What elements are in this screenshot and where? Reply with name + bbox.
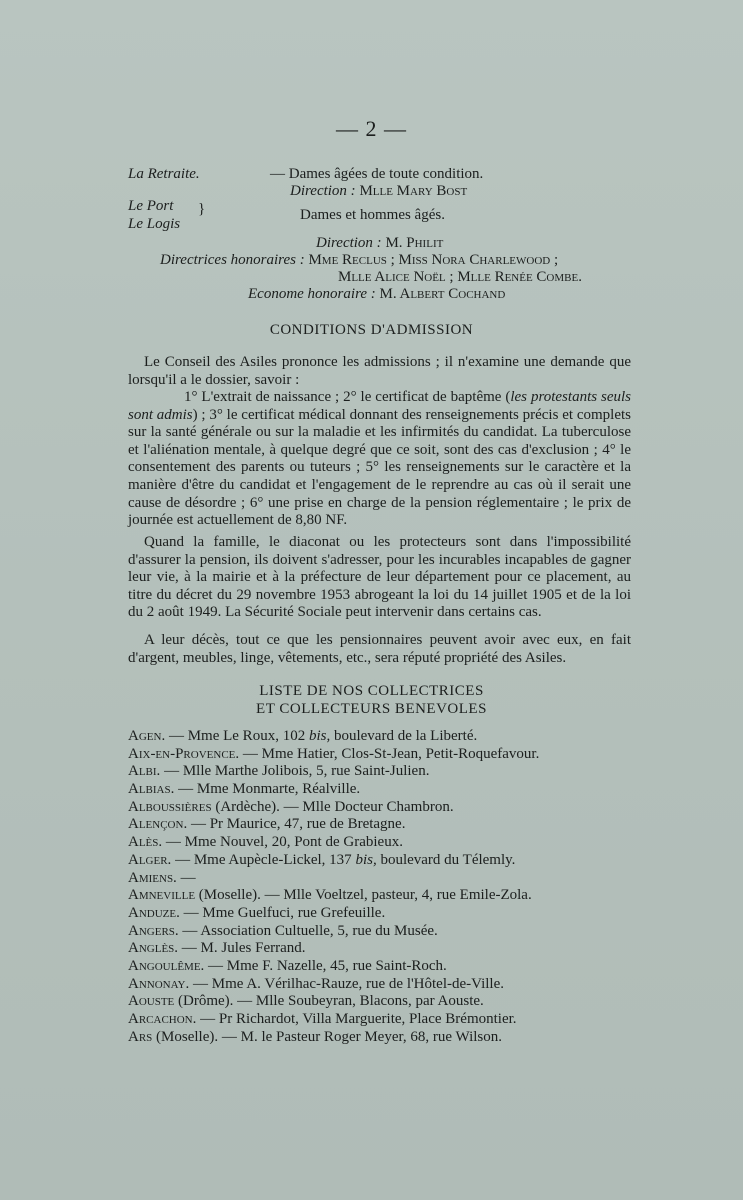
paragraph-pension-text: Quand la famille, le diaconat ou les protecteurs sont dans l'impossibilité d'assurer la pension, ils doivent s'adresser, pour les incurables incapables de gagner leur vie, à la mairie et à la préfecture de leur département pour ce placement, au titre du décret du 29 novembre 1953 abrogeant la loi du 14 juillet 1905 et de la loi du 2 août 1949. La Sécurité Sociale peut intervenir dans certains cas. xyxy=(128,534,631,621)
collectors-list xyxy=(128,728,539,1046)
entry-text: (Ardèche). — Mlle Docteur Chambron. xyxy=(211,798,454,815)
place-name: Aix-en-Provence. xyxy=(128,745,240,762)
entry-text: — Mlle Marthe Jolibois, 5, rue Saint-Julien. xyxy=(160,763,430,780)
place-name: Alençon. xyxy=(128,816,188,833)
entry-text: — Mme Aupècle-Lickel, 137 xyxy=(171,851,356,868)
paragraph-deces-text: A leur décès, tout ce que les pensionnaires peuvent avoir avec eux, en fait d'argent, meubles, linge, vêtements, etc., sera réputé propriété des Asiles. xyxy=(128,632,631,666)
place-name: Annonay. xyxy=(128,975,190,992)
place-name: Aouste xyxy=(128,993,175,1010)
logis-label: Le Logis xyxy=(128,216,181,232)
entry-text: (Moselle). — M. le Pasteur Roger Meyer, 68, rue Wilson. xyxy=(152,1028,502,1045)
retraite-label: La Retraite. xyxy=(128,166,200,182)
direction-name: Mlle Mary Bost xyxy=(359,183,468,199)
list-item xyxy=(128,1011,539,1029)
list-item xyxy=(128,728,539,746)
place-name: Amneville xyxy=(128,887,196,904)
list-item xyxy=(128,746,539,764)
econome-label: Econome honoraire : xyxy=(248,286,376,302)
paragraph-documents-b: ) ; 3° le certificat médical donnant des renseignements précis et complets sur la santé générale ou sur la maladie et les infirmités du candidat. La tuberculose et l'aliénation mentale, à quelque degré que ce soit, sont des cas d'exclusion ; 4° le consentement des parents ou tuteurs ; 5° les renseignements sur le caractère et la manière d'être du candidat et l'engagement de le reprendre au cas où il serait une cause de désordre ; 6° une prise en charge de la pension réglementaire ; le prix de journée est actuellement de 8,80 NF. xyxy=(128,406,631,529)
direction-line-1 xyxy=(290,183,467,201)
paragraph-pension xyxy=(128,534,631,622)
entry-text: — Mme Monmarte, Réalville. xyxy=(174,781,361,798)
place-name: Anduze. xyxy=(128,904,180,921)
entry-text: — Association Cultuelle, 5, rue du Musée. xyxy=(178,922,438,939)
directrices-honoraires-line-1 xyxy=(160,252,558,270)
place-name: Arcachon. xyxy=(128,1011,197,1027)
entry-rest: boulevard de la Liberté. xyxy=(330,728,478,744)
place-name: Alès. xyxy=(128,834,163,851)
entry-italic: bis, xyxy=(355,851,377,868)
paragraph-intro-text: Le Conseil des Asiles prononce les admissions ; il n'examine une demande que lorsqu'il a le dossier, savoir : xyxy=(128,354,631,388)
list-item xyxy=(128,923,539,941)
paragraph-deces xyxy=(128,632,631,667)
brace: } xyxy=(198,201,206,217)
econome-line xyxy=(248,286,505,304)
entry-text: (Drôme). — Mlle Soubeyran, Blacons, par Aouste. xyxy=(174,993,484,1010)
directrices-label: Directrices honoraires : xyxy=(160,252,305,268)
place-name: Alboussières xyxy=(128,798,212,815)
list-heading-2: ET COLLECTEURS BENEVOLES xyxy=(256,701,487,717)
list-item xyxy=(128,940,539,958)
entry-text: — Mme Le Roux, 102 xyxy=(165,728,309,744)
port-label: Le Port xyxy=(128,198,174,214)
direction-label: Direction : xyxy=(290,183,356,199)
list-item xyxy=(128,816,539,834)
list-item xyxy=(128,870,539,888)
port-logis-text: Dames et hommes âgés. xyxy=(300,207,445,223)
directrices-honoraires-line-2: Mlle Alice Noël ; Mlle Renée Combe. xyxy=(338,269,582,285)
paragraph-documents-a: 1° L'extrait de naissance ; 2° le certificat de baptême ( xyxy=(184,389,511,405)
entry-text: — Mme Hatier, Clos-St-Jean, Petit-Roquefavour. xyxy=(239,745,540,762)
entry-rest: boulevard du Télemly. xyxy=(376,851,516,868)
place-name: Angers. xyxy=(128,922,179,939)
entry-text: — Mme A. Vérilhac-Rauze, rue de l'Hôtel-de-Ville. xyxy=(189,975,505,992)
list-item xyxy=(128,993,539,1011)
list-item xyxy=(128,887,539,905)
place-name: Anglès. xyxy=(128,940,179,957)
conditions-heading: CONDITIONS D'ADMISSION xyxy=(269,322,474,338)
place-name: Amiens. xyxy=(128,869,177,886)
direction-line-2 xyxy=(316,235,443,253)
entry-text: — Mme Nouvel, 20, Pont de Grabieux. xyxy=(162,834,403,851)
paragraph-documents xyxy=(128,389,631,530)
entry-text: (Moselle). — Mlle Voeltzel, pasteur, 4, rue Emile-Zola. xyxy=(195,887,532,904)
entry-text: — Mme F. Nazelle, 45, rue Saint-Roch. xyxy=(204,957,447,974)
place-name: Albi. xyxy=(128,763,161,780)
entry-text: — xyxy=(176,869,196,886)
list-heading-1: LISTE DE NOS COLLECTRICES xyxy=(259,683,484,699)
page-number: — 2 — xyxy=(336,116,407,141)
retraite-text: — Dames âgées de toute condition. xyxy=(270,166,484,182)
econome-name: M. Albert Cochand xyxy=(379,286,506,302)
directrices-names-1: Mme Reclus ; Miss Nora Charlewood ; xyxy=(308,252,559,268)
entry-text: — Pr Richardot, Villa Marguerite, Place Brémontier. xyxy=(196,1011,517,1027)
list-item xyxy=(128,799,539,817)
direction-label: Direction : xyxy=(316,235,382,251)
place-name: Alger. xyxy=(128,851,172,868)
list-item xyxy=(128,852,539,870)
paragraph-intro xyxy=(128,354,631,389)
entry-italic: bis, xyxy=(308,728,331,744)
place-name: Agen. xyxy=(128,728,166,744)
direction-name: M. Philit xyxy=(385,235,444,251)
place-name: Albias. xyxy=(128,781,175,798)
place-name: Ars xyxy=(128,1028,153,1045)
list-item xyxy=(128,976,539,994)
entry-text: — Pr Maurice, 47, rue de Bretagne. xyxy=(187,816,406,833)
entry-text: — M. Jules Ferrand. xyxy=(178,940,306,957)
place-name: Angoulême. xyxy=(128,957,205,974)
list-item xyxy=(128,834,539,852)
paragraph-documents-italic: les protestants seuls sont admis xyxy=(128,389,631,423)
list-item xyxy=(128,905,539,923)
entry-text: — Mme Guelfuci, rue Grefeuille. xyxy=(179,904,386,921)
list-item xyxy=(128,763,539,781)
list-item xyxy=(128,1029,539,1047)
list-item xyxy=(128,781,539,799)
list-item xyxy=(128,958,539,976)
